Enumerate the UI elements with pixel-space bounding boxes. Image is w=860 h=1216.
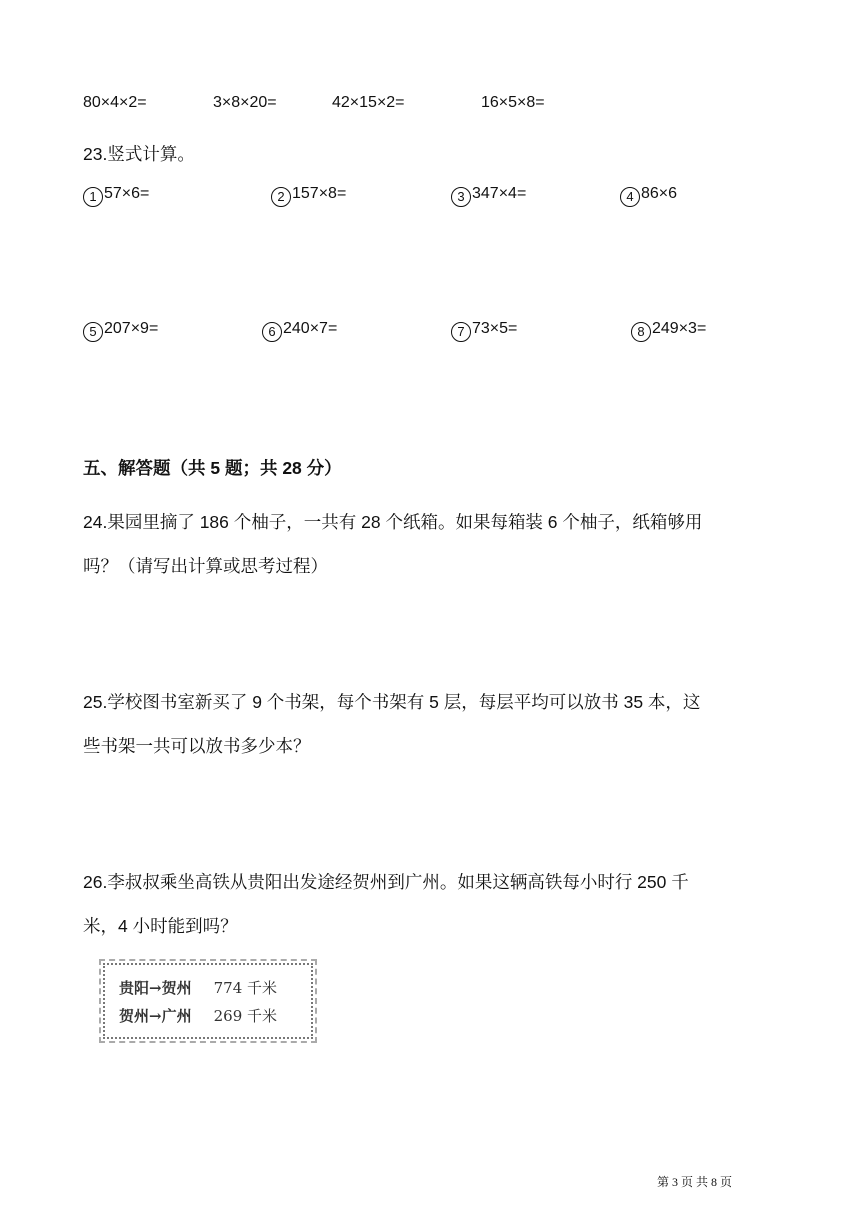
q23-expression: 157×8= (292, 185, 347, 202)
q24-line-2: 吗？（请写出计算或思考过程） (83, 556, 328, 576)
q23-item-4 (620, 185, 677, 207)
q24-line-1: 24.果园里摘了 186 个柚子，一共有 28 个纸箱。如果每箱装 6 个柚子，纸箱够用 (83, 512, 703, 532)
to-city: 贺州 (161, 979, 192, 997)
q25-line-1: 25.学校图书室新买了 9 个书架，每个书架有 5 层，每层平均可以放书 35 本，这 (83, 692, 701, 712)
distance-row-2 (119, 1005, 277, 1026)
circled-number-marker: 1 (83, 187, 103, 207)
circled-number-marker: 3 (451, 187, 471, 207)
q23-expression: 240×7= (283, 320, 338, 337)
to-city: 广州 (161, 1007, 192, 1025)
circled-number-marker: 5 (83, 322, 103, 342)
q23-item-2 (271, 185, 346, 207)
q23-item-6 (262, 320, 337, 342)
top-calc-2: 3×8×20= (213, 94, 277, 111)
arrow-icon: → (149, 1007, 162, 1025)
q26-line-1: 26.李叔叔乘坐高铁从贵阳出发途经贺州到广州。如果这辆高铁每小时行 250 千 (83, 872, 689, 892)
from-city: 贺州 (119, 1007, 150, 1025)
top-calc-1: 80×4×2= (83, 94, 147, 111)
top-calc-3: 42×15×2= (332, 94, 405, 111)
q23-item-8 (631, 320, 706, 342)
distance-row-1 (119, 977, 277, 998)
q23-expression: 347×4= (472, 185, 527, 202)
q23-expression: 86×6 (641, 185, 678, 202)
from-city: 贵阳 (119, 979, 150, 997)
circled-number-marker: 2 (271, 187, 291, 207)
page-number: 第 3 页 共 8 页 (657, 1175, 733, 1189)
q23-expression: 249×3= (652, 320, 707, 337)
arrow-icon: → (149, 979, 162, 997)
q23-item-1 (83, 185, 149, 207)
q23-expression: 73×5= (472, 320, 518, 337)
circled-number-marker: 6 (262, 322, 282, 342)
section-heading: 五、解答题（共 5 题；共 28 分） (83, 458, 342, 478)
distance-table-image (103, 963, 313, 1039)
q23-item-3 (451, 185, 526, 207)
q23-item-7 (451, 320, 517, 342)
circled-number-marker: 7 (451, 322, 471, 342)
q23-expression: 57×6= (104, 185, 150, 202)
q23-title: 23.竖式计算。 (83, 144, 195, 164)
circled-number-marker: 4 (620, 187, 640, 207)
distance-value: 774 千米 (213, 979, 278, 997)
q26-line-2: 米，4 小时能到吗？ (83, 916, 238, 936)
distance-value: 269 千米 (213, 1007, 278, 1025)
q23-expression: 207×9= (104, 320, 159, 337)
q25-line-2: 些书架一共可以放书多少本？ (83, 736, 311, 756)
top-calc-4: 16×5×8= (481, 94, 545, 111)
q23-item-5 (83, 320, 158, 342)
circled-number-marker: 8 (631, 322, 651, 342)
